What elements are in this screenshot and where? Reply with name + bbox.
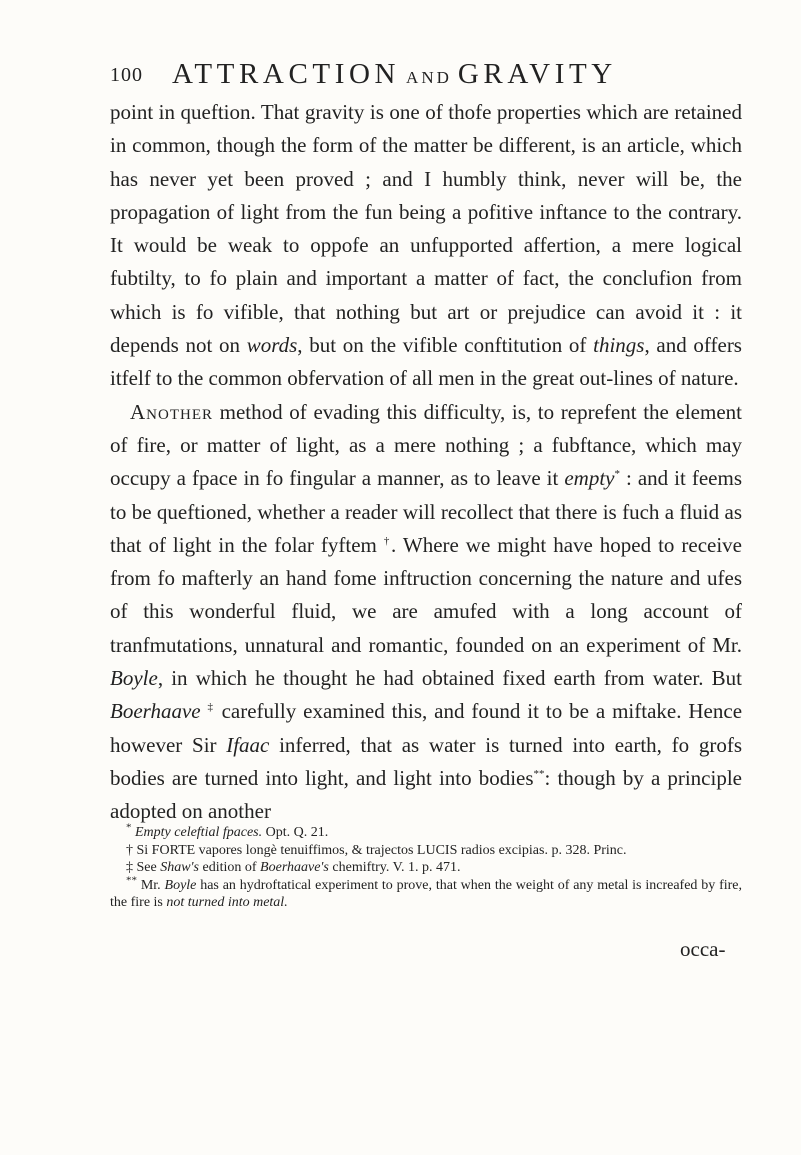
p1-em-words: words [246,333,298,358]
p2-lead-word: Another [130,399,213,424]
catchword: occa- [680,937,726,961]
p2-text-5: carefully examined this, and found it to be a miftake. Hence however Sir [110,699,743,757]
footnote-ref-3: ‡ [207,701,215,714]
p2-em-boyle: Boyle [110,666,158,691]
footnote-3-mid: edition of [199,860,261,876]
p1-em-things: things [593,333,645,358]
p1-text-2: , but on the vifible conftitution of [297,333,594,358]
p2-em-boerhaave: Boerhaave [110,699,201,724]
paragraph-1 [110,96,742,396]
footnote-ref-1: * [614,468,620,481]
footnote-1-mark: * [126,821,132,834]
title-part2: GRAVITY [457,58,617,90]
footnote-2 [110,842,742,860]
footnote-4 [110,874,742,912]
footnote-4-mark: ** [126,874,137,887]
footnote-1-em: Empty celeftial fpaces. [135,825,263,840]
footnote-4-pre: Mr. [137,877,165,893]
footnote-1 [110,821,742,842]
p2-text-6: inferred, that as water is turned into earth, fo grofs bodies are turned into light, and light into bodies [110,732,742,790]
p2-text-2: : and it feems to be queftioned, whether a reader will recollect that there is fuch a fluid as that of light in the folar fyftem [110,466,743,557]
running-title [172,58,617,91]
p2-text-1: method of evading this difficulty, is, to reprefent the element of fire, or matter of light, as a mere nothing ; a fubftance, which may occupy a fpace in fo fingular a manner, as to leave it [110,399,742,491]
footnote-4-em-2: not turned into metal. [166,895,288,911]
p1-text-1: point in queftion. That gravity is one of thofe properties which are retained in common, though the form of the matter be different, is an article, which has never yet been proved ; and I humbly think, never will be, the propagation of light from the fun being a pofitive inftance to the contrary. It would be weak to oppofe an unfupported affertion, a mere logical fubtilty, to fo plain and important a matter of fact, the conclufion from which is fo vifible, that nothing but art or prejudice can avoid it : it depends not on [110,100,742,358]
footnote-ref-2: † [383,534,392,547]
footnote-1-text: Opt. Q. 21. [262,825,329,840]
footnote-3-em-1: Shaw's [160,860,199,876]
footnote-4-em-1: Boyle [164,877,197,893]
footnote-3 [110,859,742,877]
footnote-ref-4: ** [533,767,545,780]
footnote-2-text: Si FORTE vapores longè tenuiffimos, & trajectos LUCIS radios excipias. p. 328. Princ. [133,842,627,858]
footnote-3-em-2: Boerhaave's [260,860,329,876]
p2-text-7: : though by a principle adopted on another [110,765,742,824]
p2-em-empty: empty [564,466,615,491]
p2-text-3: . Where we might have hoped to receive from fo mafterly an hand fome inftruction concerning the nature and ufes of this wonderful fluid, we are amufed with a long account of tranfmutations, unnatural and romantic, founded on an experiment of Mr. [110,532,743,657]
footnote-3-mark: ‡ [126,860,133,876]
footnotes [110,821,742,912]
p2-text-4: , in which he thought he had obtained fixed earth from water. But [157,666,742,691]
page-number: 100 [110,64,143,86]
running-head [110,58,720,94]
p1-text-3: , and offers itfelf to the common obfervation of all men in the great out-lines of nature. [110,333,742,391]
footnote-4-text: has an hydroftatical experiment to prove, that when the weight of any metal is increafed by fire, the fire is [110,877,742,911]
body-text [110,96,742,829]
footnote-2-mark: † [126,842,133,858]
title-conjunction: AND [406,68,452,87]
footnote-3-pre: See [133,860,161,876]
p2-em-isaac: Ifaac [226,732,270,757]
paragraph-2 [110,396,742,829]
title-part1: ATTRACTION [172,58,401,90]
footnote-3-text: chemiftry. V. 1. p. 471. [328,860,461,876]
